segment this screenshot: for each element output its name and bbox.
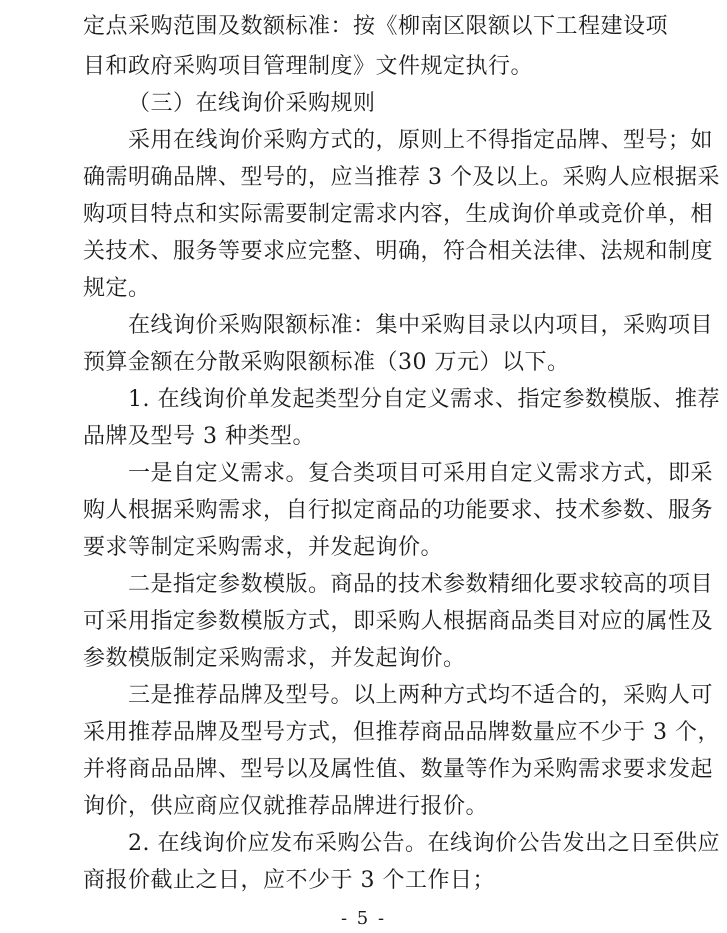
text-line: 关技术、服务等要求应完整、明确，符合相关法律、法规和制度 bbox=[83, 239, 714, 264]
text-line: 目和政府采购项目管理制度》文件规定执行。 bbox=[83, 54, 534, 79]
section-heading: （三）在线询价采购规则 bbox=[128, 91, 376, 116]
text-line: 购人根据采购需求，自行拟定商品的功能要求、技术参数、服务 bbox=[83, 498, 714, 523]
text-line: 采用在线询价采购方式的，原则上不得指定品牌、型号；如 bbox=[128, 128, 714, 153]
text-line: 要求等制定采购需求，并发起询价。 bbox=[83, 535, 444, 560]
text-line: 并将商品品牌、型号以及属性值、数量等作为采购需求要求发起 bbox=[83, 757, 714, 782]
text-line: 询价，供应商应仅就推荐品牌进行报价。 bbox=[83, 794, 489, 819]
text-line: 规定。 bbox=[83, 276, 151, 301]
text-line: 参数模版制定采购需求，并发起询价。 bbox=[83, 646, 466, 671]
text-line: 在线询价采购限额标准：集中采购目录以内项目，采购项目 bbox=[128, 313, 714, 338]
text-line: 三是推荐品牌及型号。以上两种方式均不适合的，采购人可 bbox=[128, 683, 714, 708]
text-line: 确需明确品牌、型号的，应当推荐 3 个及以上。采购人应根据采 bbox=[83, 165, 720, 190]
text-line: 采用推荐品牌及型号方式，但推荐商品品牌数量应不少于 3 个， bbox=[83, 720, 720, 745]
text-line: 商报价截止之日，应不少于 3 个工作日； bbox=[83, 868, 495, 893]
text-line: 品牌及型号 3 种类型。 bbox=[83, 424, 315, 449]
text-line: 2. 在线询价应发布采购公告。在线询价公告发出之日至供应 bbox=[128, 831, 720, 856]
page-number: - 5 - bbox=[340, 908, 387, 929]
text-line: 可采用指定参数模版方式，即采购人根据商品类目对应的属性及 bbox=[83, 609, 714, 634]
text-line: 1. 在线询价单发起类型分自定义需求、指定参数模版、推荐 bbox=[128, 387, 720, 412]
text-line: 定点采购范围及数额标准：按《柳南区限额以下工程建设项 bbox=[83, 14, 669, 39]
text-line: 二是指定参数模版。商品的技术参数精细化要求较高的项目 bbox=[128, 572, 714, 597]
text-line: 购项目特点和实际需要制定需求内容，生成询价单或竞价单，相 bbox=[83, 202, 714, 227]
text-line: 一是自定义需求。复合类项目可采用自定义需求方式，即采 bbox=[128, 461, 714, 486]
text-line: 预算金额在分散采购限额标准（30 万元）以下。 bbox=[83, 350, 570, 375]
